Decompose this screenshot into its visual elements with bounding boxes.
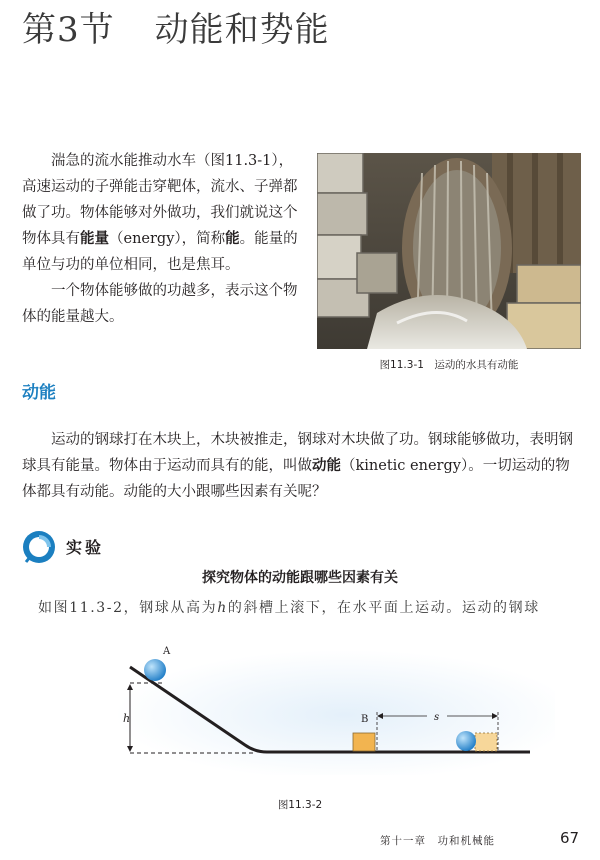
figure-1-caption: 图11.3-1 运动的水具有动能 bbox=[379, 359, 519, 371]
water-wheel-illustration bbox=[317, 153, 581, 349]
experiment-label: 实验 bbox=[66, 538, 105, 557]
water-wheel-photo bbox=[317, 153, 581, 349]
kinetic-energy-text bbox=[22, 427, 582, 505]
term-energy-short: 能 bbox=[225, 230, 240, 247]
ramp-diagram bbox=[95, 640, 555, 775]
experiment-text: 如图11.3-2，钢球从高为h的斜槽上滚下，在水平面上运动。运动的钢球 bbox=[38, 600, 540, 616]
background-glow bbox=[115, 650, 555, 775]
experiment-title: 探究物体的动能跟哪些因素有关 bbox=[202, 570, 398, 586]
steel-ball-end bbox=[456, 731, 476, 751]
page-number: 67 bbox=[560, 829, 580, 847]
intro-text bbox=[22, 148, 300, 330]
term-energy: 能量 bbox=[80, 230, 109, 247]
label-a: A bbox=[163, 646, 171, 657]
label-h: h bbox=[123, 712, 131, 725]
kinetic-energy-paragraph: 运动的钢球打在木块上，木块被推走，钢球对木块做了功。钢球能够做功，表明钢球具有能量。物体由于运动而具有的能，叫做动能（kinetic energy）。一切运动的物体都具有动能。动能的大小跟哪些因素有关呢？ bbox=[22, 432, 573, 500]
steel-ball-a bbox=[144, 659, 166, 681]
moved-block bbox=[475, 733, 497, 751]
wood-block-b bbox=[353, 733, 375, 751]
experiment-icon bbox=[22, 530, 56, 564]
section-title: 动能和势能 bbox=[154, 10, 330, 50]
figure-2-caption: 图11.3-2 bbox=[277, 799, 323, 811]
intro-paragraph-1: 湍急的流水能推动水车（图11.3-1），高速运动的子弹能击穿靶体，流水、子弹都做了功。物体能够对外做功，我们就说这个物体具有能量（energy），简称能。能量的单位与功的单位相同，也是焦耳。 bbox=[22, 153, 298, 273]
label-s: s bbox=[434, 712, 440, 723]
variable-h: h bbox=[217, 600, 228, 616]
page-title bbox=[22, 2, 330, 51]
label-b: B bbox=[361, 714, 369, 725]
intro-paragraph-2: 一个物体能够做的功越多，表示这个物体的能量越大。 bbox=[22, 283, 298, 325]
section-heading-kinetic-energy: 动能 bbox=[22, 383, 56, 403]
footer-chapter: 第十一章 功和机械能 bbox=[380, 835, 495, 847]
section-number: 第3节 bbox=[22, 10, 115, 50]
term-kinetic-energy: 动能 bbox=[312, 457, 341, 474]
